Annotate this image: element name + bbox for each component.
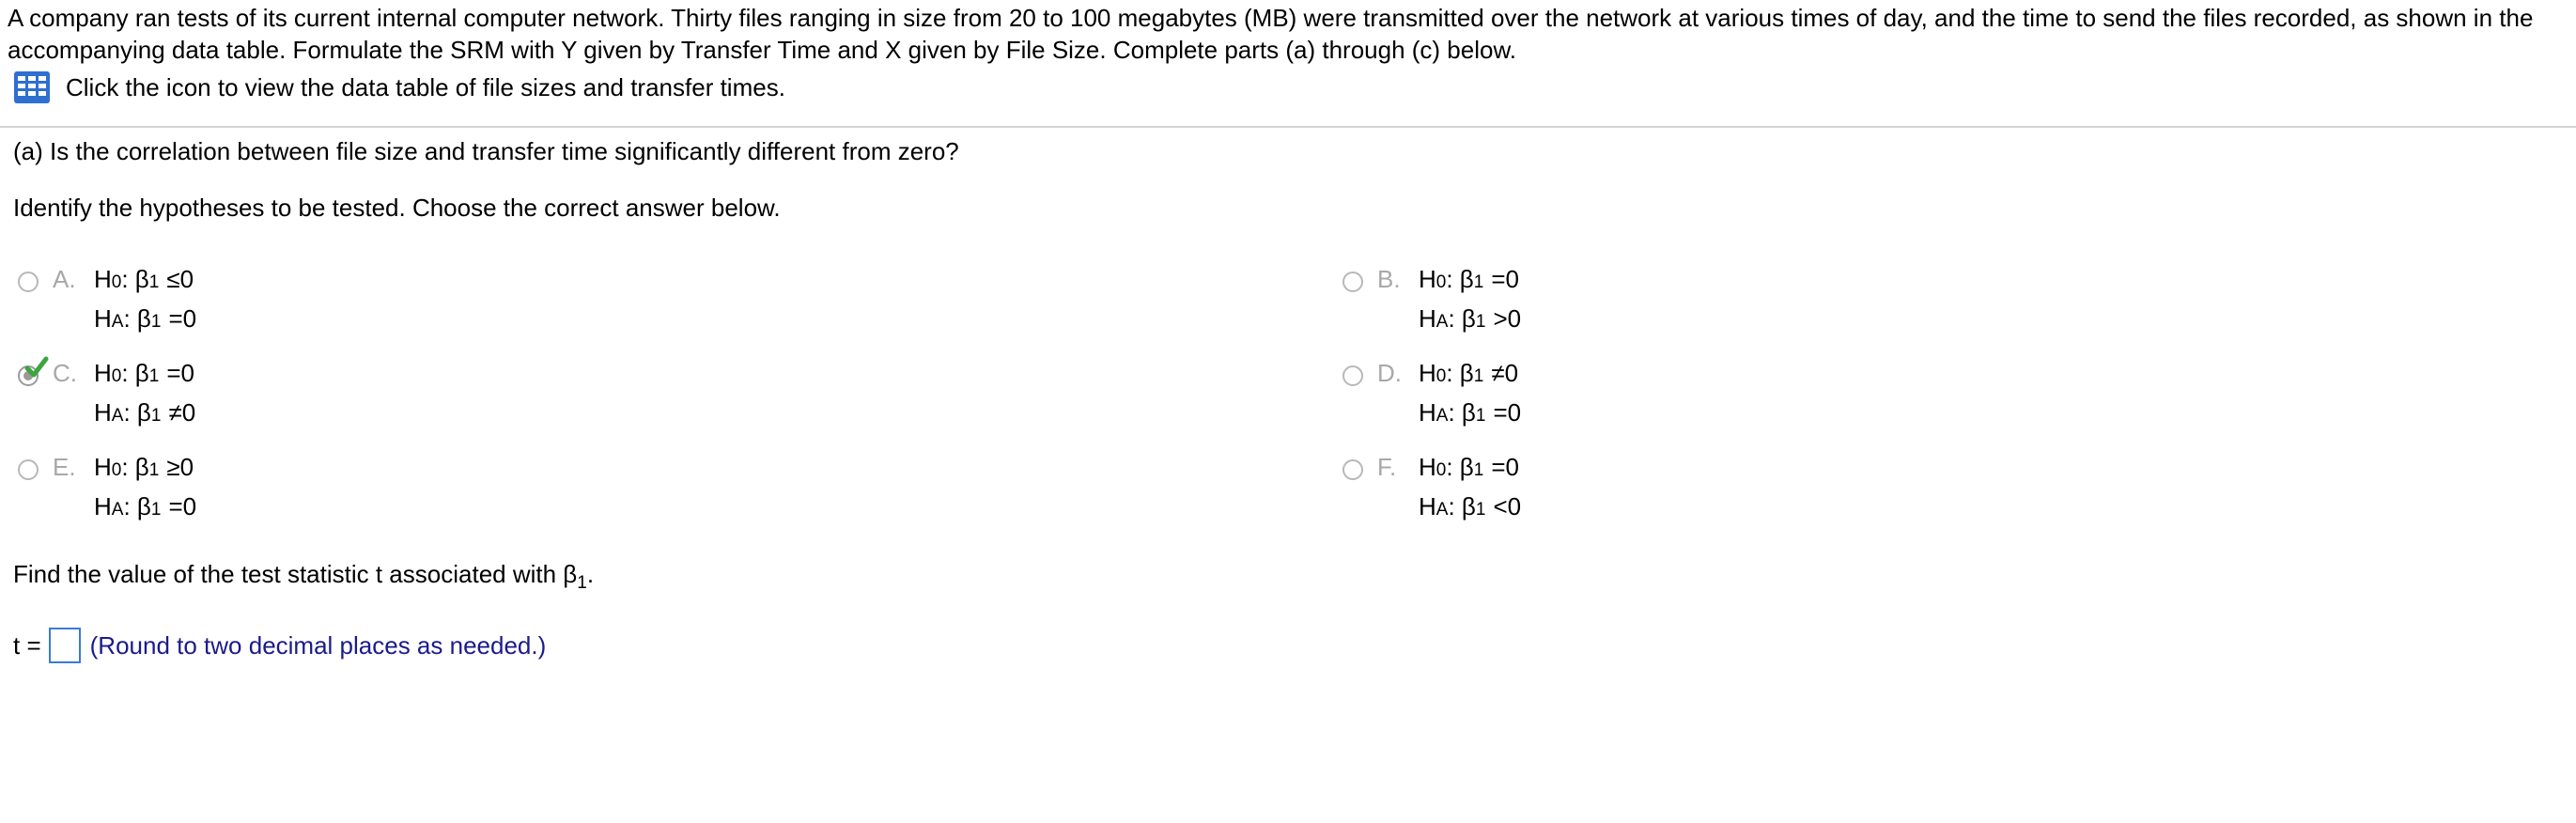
ha-parameter: : β: [123, 492, 151, 520]
option-b-letter: B.: [1377, 265, 1401, 293]
h0-label: H: [94, 453, 112, 481]
option-b-radio-wrap[interactable]: [1340, 269, 1366, 295]
h0-label: H: [1419, 453, 1436, 481]
ha-label: H: [94, 304, 112, 333]
option-b-alt-hypothesis: H A : β 1 >0: [1419, 299, 1525, 338]
option-e-radio-wrap[interactable]: [15, 457, 41, 483]
option-d-letter: D.: [1377, 359, 1402, 387]
option-f-letter: F.: [1377, 453, 1397, 481]
ha-label: H: [1419, 304, 1436, 333]
option-e-letter: E.: [53, 453, 76, 481]
test-statistic-prompt-subscript: 1: [577, 573, 587, 593]
answer-label: t =: [13, 630, 41, 660]
t-statistic-input[interactable]: [49, 628, 81, 663]
ha-parameter: : β: [123, 304, 151, 333]
option-e-hypotheses: [94, 447, 200, 526]
option-c-radio-wrap[interactable]: [15, 363, 41, 389]
option-c-null-hypothesis: H 0 : β 1 =0: [94, 353, 199, 393]
h0-parameter: : β: [121, 265, 149, 293]
section-divider: [0, 126, 2576, 128]
option-d-alt-hypothesis: H A : β 1 =0: [1419, 393, 1525, 432]
option-a-null-hypothesis: H 0 : β 1 ≤0: [94, 259, 200, 299]
option-f-radio[interactable]: [1342, 459, 1363, 480]
option-f-radio-wrap[interactable]: [1340, 457, 1366, 483]
ha-parameter: : β: [123, 398, 151, 427]
option-f-alt-hypothesis: H A : β 1 <0: [1419, 487, 1525, 526]
option-a-radio-wrap[interactable]: [15, 269, 41, 295]
option-a-alt-hypothesis: H A : β 1 =0: [94, 299, 200, 338]
h0-label: H: [94, 359, 112, 387]
ha-relation: ≠0: [168, 398, 196, 427]
answer-row: [13, 628, 546, 663]
h0-relation: ≥0: [166, 453, 194, 481]
option-c-hypotheses: [94, 353, 199, 432]
option-a[interactable]: [15, 263, 200, 338]
h0-parameter: : β: [121, 453, 149, 481]
ha-label: H: [1419, 398, 1436, 427]
option-b-radio[interactable]: [1342, 272, 1363, 292]
option-f[interactable]: [1340, 451, 1525, 526]
option-d-null-hypothesis: H 0 : β 1 ≠0: [1419, 353, 1525, 393]
option-e[interactable]: [15, 451, 200, 526]
table-icon[interactable]: [13, 70, 51, 104]
ha-relation: =0: [168, 304, 197, 333]
data-table-link-label[interactable]: Click the icon to view the data table of file sizes and transfer times.: [66, 72, 785, 101]
option-f-hypotheses: [1419, 447, 1525, 526]
h0-parameter: : β: [1446, 265, 1474, 293]
option-f-null-hypothesis: H 0 : β 1 =0: [1419, 447, 1525, 487]
h0-label: H: [94, 265, 112, 293]
option-b-null-hypothesis: H 0 : β 1 =0: [1419, 259, 1525, 299]
ha-parameter: : β: [1448, 398, 1476, 427]
h0-relation: =0: [166, 359, 194, 387]
h0-relation: ≤0: [166, 265, 194, 293]
ha-label: H: [94, 398, 112, 427]
ha-parameter: : β: [1448, 492, 1476, 520]
option-a-hypotheses: [94, 259, 200, 338]
ha-relation: >0: [1493, 304, 1522, 333]
test-statistic-prompt-text: Find the value of the test statistic t associated with β: [13, 560, 578, 588]
option-e-null-hypothesis: H 0 : β 1 ≥0: [94, 447, 200, 487]
option-e-alt-hypothesis: H A : β 1 =0: [94, 487, 200, 526]
h0-label: H: [1419, 359, 1436, 387]
h0-relation: =0: [1491, 453, 1519, 481]
option-c[interactable]: [15, 357, 199, 432]
part-a-question: (a) Is the correlation between file size and transfer time significantly different from zero?: [13, 137, 959, 165]
ha-label: H: [1419, 492, 1436, 520]
h0-relation: ≠0: [1491, 359, 1519, 387]
correct-check-icon: [24, 355, 49, 380]
option-d-hypotheses: [1419, 353, 1525, 432]
h0-relation: =0: [1491, 265, 1519, 293]
ha-relation: <0: [1493, 492, 1522, 520]
option-d[interactable]: [1340, 357, 1525, 432]
h0-parameter: : β: [1446, 453, 1474, 481]
test-statistic-prompt: [13, 560, 595, 593]
option-b[interactable]: [1340, 263, 1525, 338]
h0-parameter: : β: [1446, 359, 1474, 387]
rounding-hint: (Round to two decimal places as needed.): [89, 630, 547, 660]
option-c-letter: C.: [53, 359, 77, 387]
problem-statement: A company ran tests of its current internal computer network. Thirty files ranging in size from 20 to 100 megabytes (MB) were transmitted over the network at various times of day, and the time to send the files recorded, as shown in the accompanying data table. Formulate the SRM with Y given by Transfer Time and X given by File Size. Complete parts (a) through (c) below.: [8, 4, 2534, 64]
option-e-radio[interactable]: [18, 459, 39, 480]
option-d-radio[interactable]: [1342, 365, 1363, 386]
test-statistic-prompt-end: .: [586, 560, 595, 588]
ha-parameter: : β: [1448, 304, 1476, 333]
ha-relation: =0: [1493, 398, 1522, 427]
ha-relation: =0: [168, 492, 197, 520]
option-a-radio[interactable]: [18, 272, 39, 292]
data-table-link[interactable]: [13, 71, 785, 103]
h0-parameter: : β: [121, 359, 149, 387]
part-a-instruction: Identify the hypotheses to be tested. Choose the correct answer below.: [13, 194, 781, 222]
option-b-hypotheses: [1419, 259, 1525, 338]
option-d-radio-wrap[interactable]: [1340, 363, 1366, 389]
ha-label: H: [94, 492, 112, 520]
option-a-letter: A.: [53, 265, 76, 293]
option-c-alt-hypothesis: H A : β 1 ≠0: [94, 393, 199, 432]
h0-label: H: [1419, 265, 1436, 293]
